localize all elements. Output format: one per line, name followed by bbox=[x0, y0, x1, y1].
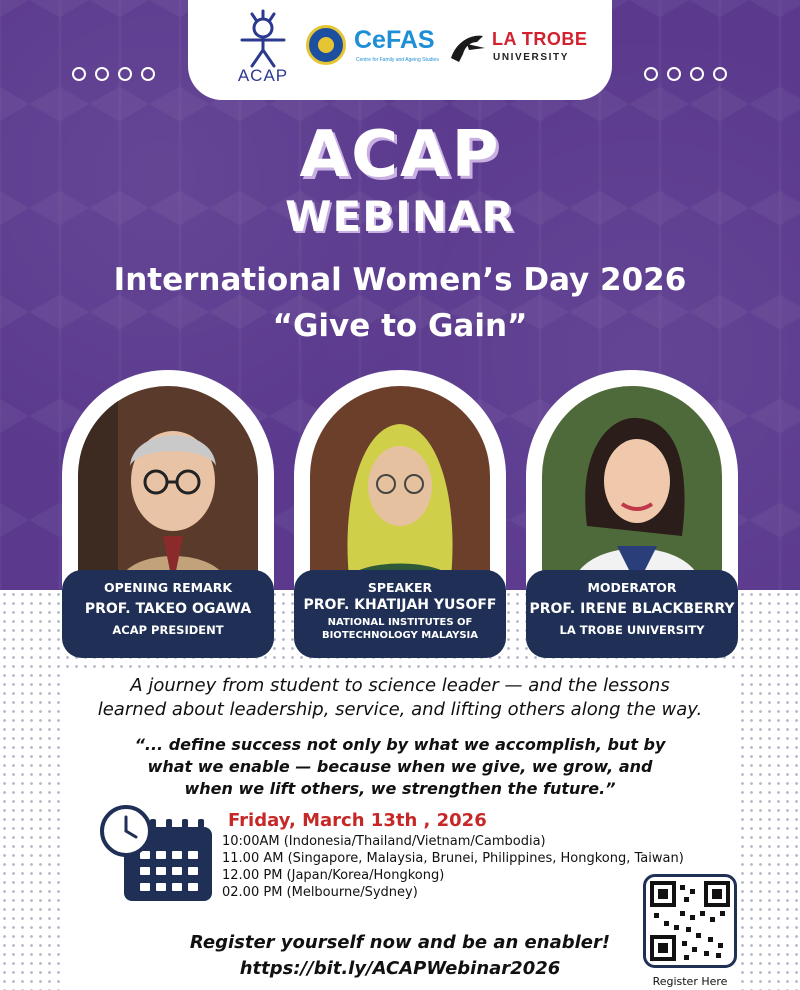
ring-icon bbox=[690, 67, 704, 81]
card-name: PROF. TAKEO OGAWA bbox=[84, 601, 252, 617]
acap-logo bbox=[232, 8, 294, 90]
register-text: Register yourself now and be an enabler! bbox=[189, 932, 611, 953]
card-name: PROF. KHATIJAH YUSOFF bbox=[303, 597, 497, 613]
qr-code[interactable] bbox=[643, 874, 737, 968]
event-title: International Women’s Day 2026 bbox=[113, 262, 687, 298]
ring-icon bbox=[141, 67, 155, 81]
card-moderator bbox=[526, 570, 738, 658]
card-role: SPEAKER bbox=[367, 580, 433, 595]
decorative-rings-right bbox=[644, 67, 727, 81]
ring-icon bbox=[95, 67, 109, 81]
qr-label: Register Here bbox=[652, 975, 728, 988]
card-affiliation-line: BIOTECHNOLOGY MALAYSIA bbox=[321, 630, 479, 641]
page-subtitle: WEBINAR bbox=[285, 192, 515, 241]
latrobe-logo: LA TROBE bbox=[492, 29, 588, 49]
ring-icon bbox=[713, 67, 727, 81]
time-slot: 02.00 PM (Melbourne/Sydney) bbox=[222, 885, 418, 900]
schedule-times bbox=[222, 833, 684, 901]
cefas-logo: CeFAS bbox=[354, 26, 435, 54]
card-role: OPENING REMARK bbox=[103, 580, 233, 595]
university-seal-icon bbox=[306, 25, 346, 65]
card-affiliation: ACAP PRESIDENT bbox=[112, 623, 224, 637]
qr-code-icon bbox=[646, 877, 734, 965]
photo-frame-opening bbox=[62, 370, 274, 600]
tagline-line: learned about leadership, service, and lifting others along the way. bbox=[97, 699, 703, 720]
photo-khatijah-yusoff bbox=[310, 386, 490, 586]
acap-logo-text: ACAP bbox=[237, 66, 289, 85]
ring-icon bbox=[118, 67, 132, 81]
register-link[interactable]: https://bit.ly/ACAPWebinar2026 bbox=[239, 958, 561, 979]
photo-irene-blackberry bbox=[542, 386, 722, 586]
portrait-man-icon bbox=[78, 386, 258, 586]
card-name: PROF. IRENE BLACKBERRY bbox=[529, 601, 735, 617]
cefas-logo-subtitle: Centre for Family and Ageing Studies bbox=[356, 57, 439, 63]
acap-figure-icon bbox=[232, 8, 294, 68]
event-theme: “Give to Gain” bbox=[272, 308, 528, 344]
time-slot: 12.00 PM (Japan/Korea/Hongkong) bbox=[222, 868, 445, 883]
portrait-woman-hijab-icon bbox=[310, 386, 490, 586]
decorative-rings-left bbox=[72, 67, 155, 81]
quote-line: when we lift others, we strengthen the future.” bbox=[184, 779, 616, 798]
tagline-line: A journey from student to science leader — and the lessons bbox=[130, 675, 670, 696]
card-role: MODERATOR bbox=[587, 580, 677, 595]
card-speaker bbox=[294, 570, 506, 658]
pelican-icon bbox=[447, 28, 487, 68]
card-opening-remark bbox=[62, 570, 274, 658]
card-affiliation: LA TROBE UNIVERSITY bbox=[559, 623, 705, 637]
photo-takeo-ogawa bbox=[78, 386, 258, 586]
latrobe-logo-subtitle: UNIVERSITY bbox=[493, 52, 570, 63]
time-slot: 10:00AM (Indonesia/Thailand/Vietnam/Cambodia) bbox=[222, 834, 546, 849]
time-slot: 11.00 AM (Singapore, Malaysia, Brunei, Philippines, Hongkong, Taiwan) bbox=[222, 851, 684, 866]
calendar-clock-icon bbox=[100, 805, 215, 905]
photo-frame-moderator bbox=[526, 370, 738, 600]
tagline bbox=[0, 674, 800, 722]
ring-icon bbox=[72, 67, 86, 81]
quote-line: “... define success not only by what we accomplish, but by bbox=[134, 735, 666, 754]
portrait-woman-icon bbox=[542, 386, 722, 586]
photo-frame-speaker bbox=[294, 370, 506, 600]
quote-line: what we enable — because when we give, we grow, and bbox=[147, 757, 653, 776]
card-affiliation-line: NATIONAL INSTITUTES OF bbox=[327, 617, 473, 628]
ring-icon bbox=[667, 67, 681, 81]
page-title: ACAP bbox=[299, 118, 501, 192]
card-affiliation bbox=[294, 616, 506, 642]
event-date: Friday, March 13th , 2026 bbox=[228, 810, 487, 831]
quote bbox=[0, 734, 800, 800]
ring-icon bbox=[644, 67, 658, 81]
